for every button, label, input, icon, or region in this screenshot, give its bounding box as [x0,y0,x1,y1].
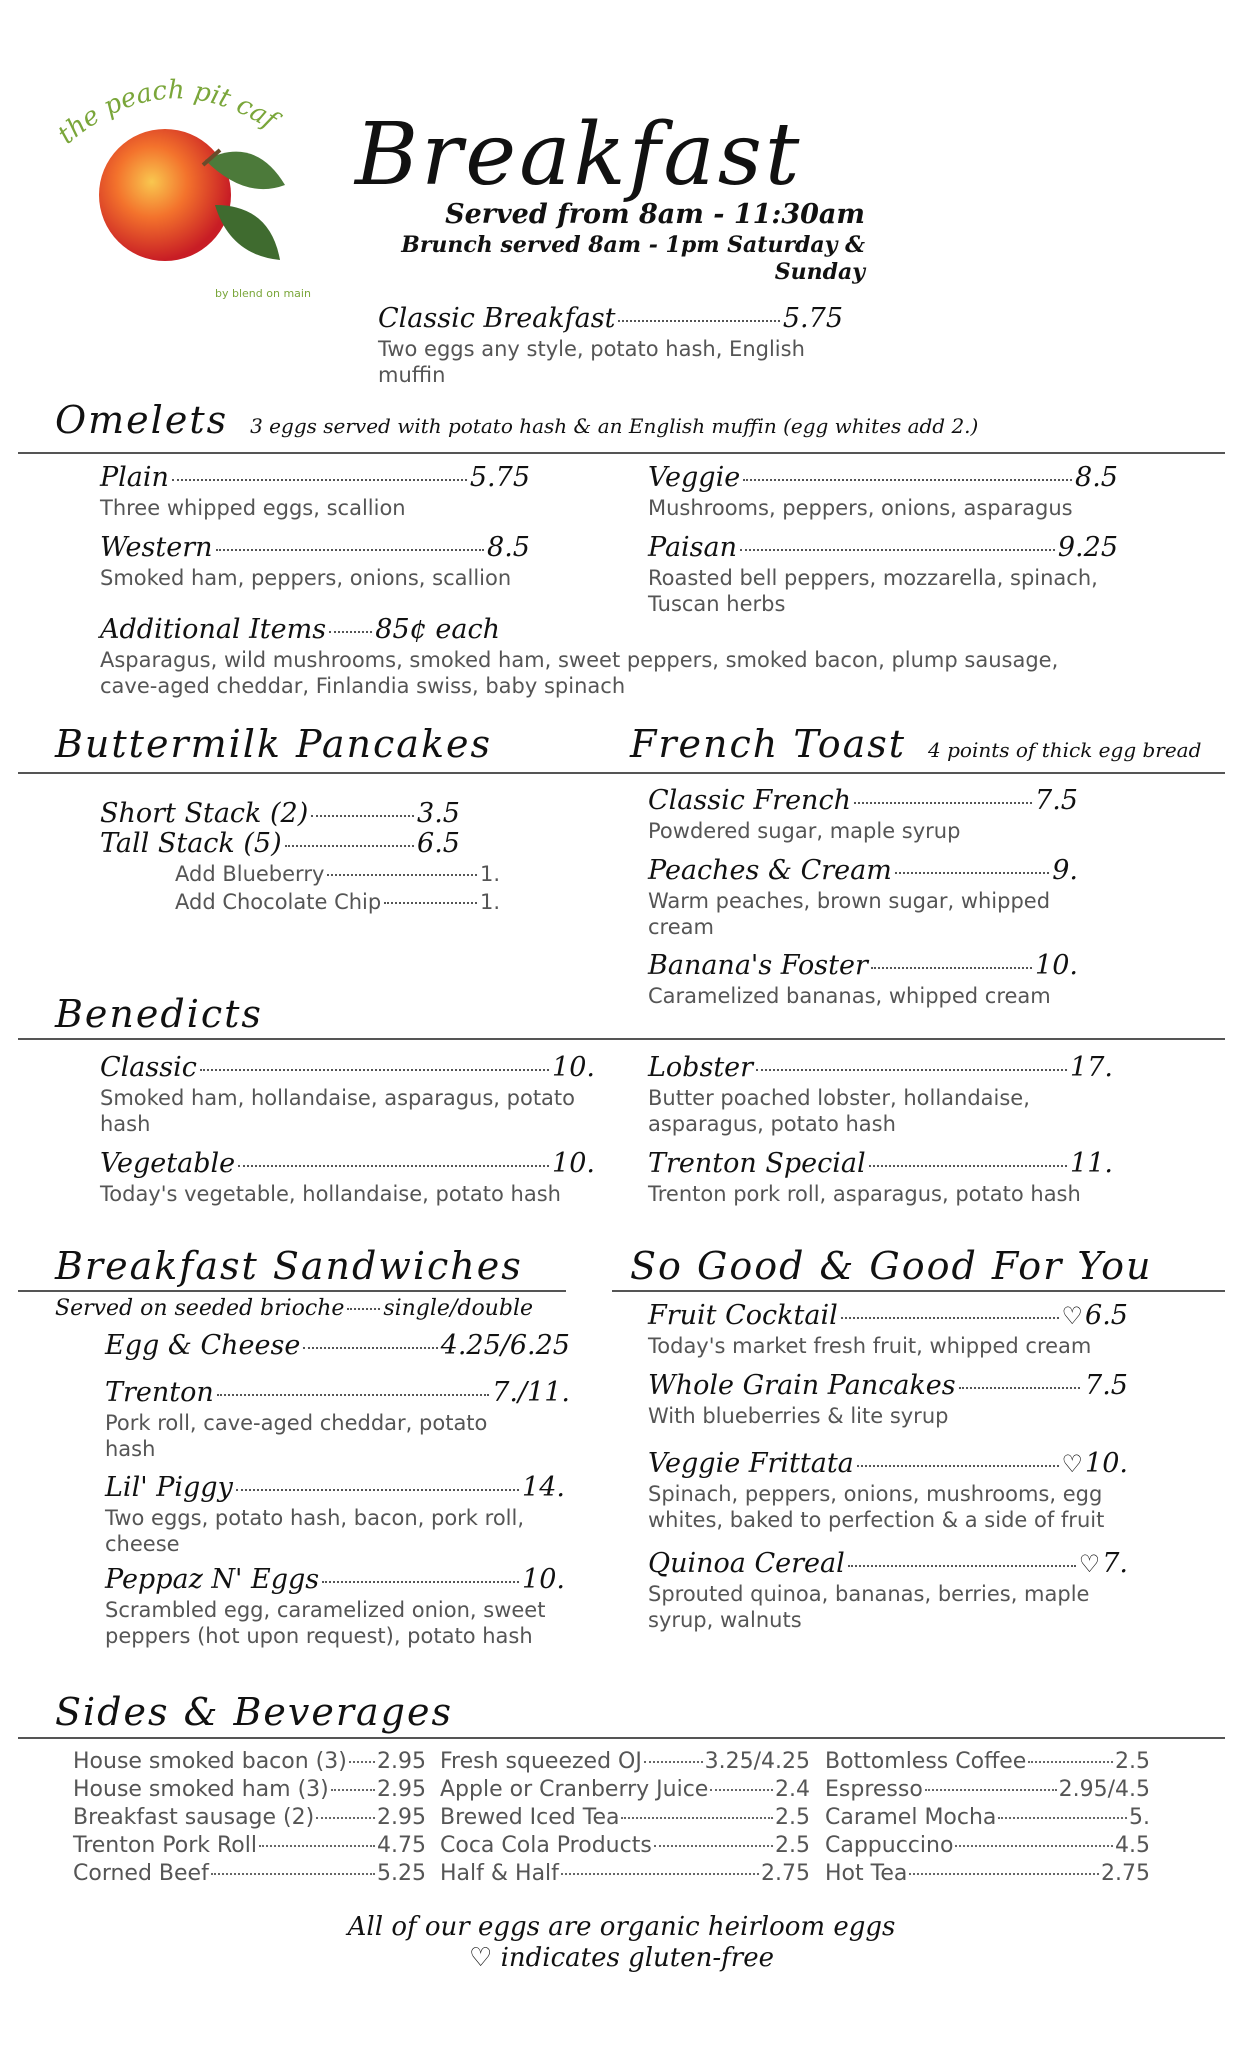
french-toast-note: 4 points of thick egg bread [928,738,1202,762]
dot-leader [561,1873,759,1875]
dot-leader [621,1817,773,1819]
dot-leader [925,1789,1057,1791]
item-price: 10. [1035,950,1078,981]
list-item [440,1804,810,1832]
item-name: Peaches & Cream [648,855,892,886]
list-item [440,1832,810,1860]
menu-item [648,532,1118,617]
item-price: 9.25 [1057,532,1118,563]
item-name: Lobster [648,1052,754,1083]
dot-leader [322,1581,519,1583]
item-name: Breakfast sausage (2) [73,1805,315,1830]
item-desc: With blueberries & lite syrup [648,1404,949,1428]
dot-leader [871,967,1032,969]
item-name: Caramel Mocha [825,1805,997,1830]
menu-item [648,1448,1128,1533]
dot-leader [329,631,372,633]
item-name: Trenton Special [648,1148,866,1179]
item-price: 10. [552,1148,595,1179]
item-name: Bottomless Coffee [825,1749,1027,1774]
divider [612,1290,1225,1292]
item-name: Coca Cola Products [440,1833,652,1858]
gluten-free-heart-icon: ♡ [1061,1450,1084,1478]
item-name: Quinoa Cereal [648,1548,845,1579]
item-price: 11. [1070,1148,1113,1179]
section-title-good-for-you: So Good & Good For You [630,1244,1153,1288]
item-name: Add Chocolate Chip [175,890,382,914]
menu-item [100,1148,595,1207]
dot-leader [740,549,1055,551]
item-price: 10. [522,1564,565,1595]
menu-item [648,1548,1128,1633]
dot-leader [200,1069,549,1071]
menu-item [648,1300,1128,1359]
item-price: 10. [1085,1448,1128,1479]
divider [18,772,1225,774]
footer-line-1: All of our eggs are organic heirloom eggs [347,1912,896,1942]
divider [18,1290,566,1292]
dot-leader [285,845,414,847]
item-price: 4.75 [377,1833,426,1858]
list-item [825,1832,1150,1860]
list-item [440,1748,810,1776]
dot-leader [618,320,779,322]
item-price: 85¢ each [375,614,500,645]
dot-leader [909,1873,1099,1875]
item-desc: Butter poached lobster, hollandaise, asparagus, potato hash [648,1086,1030,1136]
dot-leader [172,479,467,481]
list-item [73,1832,426,1860]
item-served: Served on seeded brioche [55,1296,345,1321]
menu-addon [175,862,500,886]
list-item [73,1804,426,1832]
item-name: Fruit Cocktail [648,1300,838,1331]
menu-item [648,1052,1113,1137]
item-price: 2.4 [775,1777,810,1802]
menu-item [648,785,1078,844]
brunch-hours: Brunch served 8am - 1pm Saturday & Sunday [401,232,865,285]
item-desc: Sprouted quinoa, bananas, berries, maple syrup, walnuts [648,1582,1090,1632]
dot-leader [743,479,1072,481]
dot-leader [959,1387,1080,1389]
dot-leader [303,1347,437,1349]
list-item [825,1804,1150,1832]
page-title: Breakfast [355,105,803,205]
item-name: Tall Stack (5) [100,828,282,859]
item-name: Classic Breakfast [378,303,616,334]
dot-leader [895,872,1049,874]
list-item [440,1860,810,1888]
sides-column-1 [73,1748,426,1888]
served-hours: Served from 8am - 11:30am [445,199,865,230]
dot-leader [347,1308,380,1310]
sandwich-served-line [55,1296,533,1321]
item-name: Hot Tea [825,1861,908,1886]
sides-column-3 [825,1748,1150,1888]
item-desc: Two eggs, potato hash, bacon, pork roll, cheese [105,1506,525,1556]
item-served-price: single/double [383,1296,533,1321]
menu-item [105,1472,565,1557]
item-price: 2.95 [377,1805,426,1830]
item-price: 6.5 [1085,1300,1128,1331]
item-name: House smoked ham (3) [73,1777,329,1802]
item-desc: Smoked ham, peppers, onions, scallion [100,566,512,590]
peach-logo-icon [55,65,325,305]
item-price: 2.95/4.5 [1058,1777,1150,1802]
dot-leader [331,1789,375,1791]
item-name: Corned Beef [73,1861,209,1886]
section-title-pancakes: Buttermilk Pancakes [55,722,492,766]
item-price: 2.75 [1101,1861,1150,1886]
dot-leader [869,1165,1067,1167]
item-desc: Asparagus, wild mushrooms, smoked ham, sweet peppers, smoked bacon, plump sausage, cave-aged cheddar, Finlandia swiss, baby spinach [100,648,1059,698]
item-name: Lil' Piggy [105,1472,233,1503]
item-name: Veggie [648,462,741,493]
menu-item [648,462,1118,521]
dot-leader [854,802,1032,804]
dot-leader [955,1845,1113,1847]
item-desc: Smoked ham, hollandaise, asparagus, potato hash [100,1086,576,1136]
dot-leader [710,1789,773,1791]
menu-addon [175,890,500,914]
item-price: 1. [479,890,500,914]
dot-leader [217,1394,489,1396]
item-desc: Warm peaches, brown sugar, whipped cream [648,889,1051,939]
item-price: 5. [1129,1805,1150,1830]
footer-line-2 [0,1943,1243,1974]
menu-item [100,828,460,859]
item-desc: Mushrooms, peppers, onions, asparagus [648,496,1073,520]
gluten-free-heart-icon: ♡ [469,1943,493,1973]
item-desc: Today's vegetable, hollandaise, potato hash [100,1182,561,1206]
item-name: Brewed Iced Tea [440,1805,620,1830]
item-price: 4.25/6.25 [440,1330,570,1361]
item-line2: indicates gluten-free [500,1943,774,1973]
menu-item [648,1148,1113,1207]
item-name: Espresso [825,1777,923,1802]
menu-item [100,1052,595,1137]
dot-leader [238,1165,549,1167]
list-item [825,1776,1150,1804]
item-price: 8.5 [1075,462,1118,493]
item-name: Add Blueberry [175,862,325,886]
list-item [825,1860,1150,1888]
item-price: 2.5 [775,1805,810,1830]
footer-note [0,1912,1243,1974]
item-desc: Powdered sugar, maple syrup [648,819,961,843]
item-name: Cappuccino [825,1833,954,1858]
gluten-free-heart-icon: ♡ [1061,1302,1084,1330]
item-name: Plain [100,462,169,493]
dot-leader [349,1761,375,1763]
classic-breakfast-item [378,303,843,388]
item-name: Additional Items [100,614,327,645]
item-price: 7. [1102,1548,1128,1579]
item-price: 2.5 [1115,1749,1150,1774]
item-price: 2.95 [377,1749,426,1774]
divider [18,1737,1225,1739]
item-price: 8.5 [487,532,530,563]
item-name: Paisan [648,532,738,563]
dot-leader [259,1845,375,1847]
omelets-note: 3 eggs served with potato hash & an English muffin (egg whites add 2.) [250,414,979,438]
menu-item [100,532,530,591]
item-desc: Caramelized bananas, whipped cream [648,984,1051,1008]
item-desc: Pork roll, cave-aged cheddar, potato hash [105,1411,488,1461]
gluten-free-heart-icon: ♡ [1078,1550,1101,1578]
item-name: Apple or Cranberry Juice [440,1777,709,1802]
item-price: 2.95 [377,1777,426,1802]
dot-leader [848,1565,1076,1567]
dot-leader [327,874,477,876]
item-name: Half & Half [440,1861,559,1886]
item-name: Veggie Frittata [648,1448,854,1479]
logo-byline: by blend on main [215,287,311,300]
item-price: 10. [552,1052,595,1083]
item-desc: Roasted bell peppers, mozzarella, spinach, Tuscan herbs [648,566,1098,616]
list-item [440,1776,810,1804]
item-desc: Two eggs any style, potato hash, English muffin [378,337,805,387]
menu-item [100,798,460,829]
item-price: 17. [1070,1052,1113,1083]
dot-leader [998,1817,1127,1819]
item-price: 1. [479,862,500,886]
item-price: 7.5 [1085,1370,1128,1401]
divider [18,452,1225,454]
item-desc: Three whipped eggs, scallion [100,496,406,520]
item-price: 2.75 [761,1861,810,1886]
item-name: Whole Grain Pancakes [648,1370,956,1401]
dot-leader [216,549,485,551]
cafe-logo [55,65,325,305]
item-price: 5.75 [469,462,530,493]
item-name: Trenton [105,1377,214,1408]
additional-items [100,614,1120,699]
section-title-omelets [55,398,978,442]
menu-item [105,1564,565,1649]
menu-item [648,1370,1128,1429]
item-price: 5.75 [782,303,843,334]
item-price: 6.5 [417,828,460,859]
sides-column-2 [440,1748,810,1888]
item-price: 3.5 [417,798,460,829]
menu-item [648,855,1078,940]
list-item [73,1860,426,1888]
dot-leader [236,1489,519,1491]
list-item [73,1748,426,1776]
section-title-sandwiches: Breakfast Sandwiches [55,1244,523,1288]
dot-leader [756,1069,1067,1071]
dot-leader [857,1465,1059,1467]
item-name: House smoked bacon (3) [73,1749,347,1774]
menu-item [100,462,530,521]
item-price: 5.25 [377,1861,426,1886]
dot-leader [644,1761,703,1763]
item-name: Vegetable [100,1148,236,1179]
item-name: Banana's Foster [648,950,868,981]
item-price: 9. [1052,855,1078,886]
dot-leader [841,1317,1059,1319]
list-item [825,1748,1150,1776]
menu-item [105,1377,570,1462]
item-desc: Spinach, peppers, onions, mushrooms, egg whites, baked to perfection & a side of fruit [648,1482,1105,1532]
item-title: French Toast [630,722,907,766]
item-price: 14. [522,1472,565,1503]
item-price: 2.5 [775,1833,810,1858]
dot-leader [316,1817,375,1819]
section-title-sides: Sides & Beverages [55,1690,453,1734]
section-title-french-toast [630,722,1201,766]
item-name: Short Stack (2) [100,798,309,829]
item-name: Classic [100,1052,197,1083]
item-desc: Trenton pork roll, asparagus, potato hash [648,1182,1081,1206]
item-price: 7./11. [492,1377,570,1408]
logo-text: the peach pit caf [55,75,283,151]
menu-item [648,950,1078,1009]
dot-leader [384,902,477,904]
dot-leader [654,1845,773,1847]
item-desc: Scrambled egg, caramelized onion, sweet peppers (hot upon request), potato hash [105,1598,546,1648]
item-price: 4.5 [1115,1833,1150,1858]
dot-leader [211,1873,375,1875]
divider [18,1038,1225,1040]
item-price: 3.25/4.25 [704,1749,810,1774]
item-title: Omelets [55,398,229,442]
item-desc: Today's market fresh fruit, whipped cream [648,1334,1092,1358]
item-name: Fresh squeezed OJ [440,1749,642,1774]
item-name: Trenton Pork Roll [73,1833,257,1858]
list-item [73,1776,426,1804]
item-name: Western [100,532,213,563]
section-title-benedicts: Benedicts [55,992,263,1036]
menu-item [105,1330,570,1361]
dot-leader [1028,1761,1113,1763]
item-name: Classic French [648,785,851,816]
item-name: Egg & Cheese [105,1330,301,1361]
item-price: 7.5 [1035,785,1078,816]
item-name: Peppaz N' Eggs [105,1564,320,1595]
dot-leader [311,815,414,817]
